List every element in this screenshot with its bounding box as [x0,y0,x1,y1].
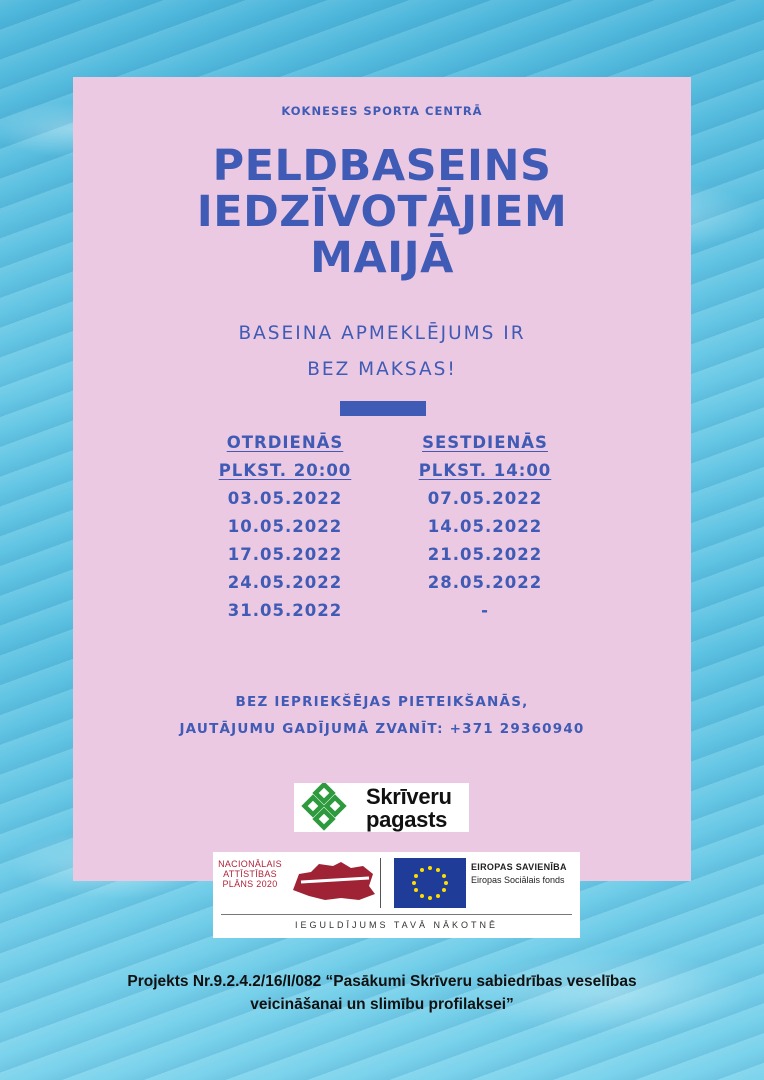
skriveru-logo-line-1: Skrīveru [366,784,452,809]
divider-bar [340,401,426,416]
project-caption-line-1: Projekts Nr.9.2.4.2/16/I/082 “Pasākumi Skrīveru sabiedrības veselības [127,973,637,990]
poster-title-line-2: IEDZĪVOTĀJIEM [196,187,568,237]
schedule-date: 21.05.2022 [427,545,543,564]
nap-line-1: NACIONĀLAIS [218,859,282,869]
schedule-date: 24.05.2022 [227,573,343,592]
latvia-map-icon [289,860,377,902]
schedule-column-saturday [395,429,575,625]
logo-separator [380,858,381,908]
project-caption-line-2: veicināšanai un slimību profilaksei” [250,996,514,1013]
schedule-time: PLKST. 20:00 [218,461,352,480]
schedule-date: 07.05.2022 [427,489,543,508]
schedule-column-tuesday [195,429,375,625]
schedule-date: 14.05.2022 [427,517,543,536]
skriveru-logo-text [366,785,452,831]
poster-title-line-3: MAIJĀ [310,233,454,283]
motto-divider [221,914,572,915]
free-entry-line-2: BEZ MAKSAS! [307,359,457,380]
eu-flag-icon [394,858,466,908]
schedule-date: 10.05.2022 [227,517,343,536]
nap-line-2: ATTĪSTĪBAS [223,869,277,879]
schedule-date: 17.05.2022 [227,545,343,564]
eu-title: EIROPAS SAVIENĪBA [471,862,567,872]
skriveru-logo-line-2: pagasts [366,807,448,832]
free-entry-line-1: BASEINA APMEKLĒJUMS IR [238,323,526,344]
eu-fund-name: Eiropas Sociālais fonds [471,875,565,885]
note-line-1: BEZ IEPRIEKŠĒJAS PIETEIKŠANĀS, [235,694,529,710]
project-caption [60,970,704,1016]
schedule-date: - [481,601,489,620]
note-line-2: JAUTĀJUMU GADĪJUMĀ ZVANĪT: +371 29360940 [179,721,585,737]
schedule-day: OTRDIENĀS [226,433,344,452]
schedule-date: 03.05.2022 [227,489,343,508]
eu-motto: IEGULDĪJUMS TAVĀ NĀKOTNĒ [294,920,499,930]
poster-panel [73,77,691,881]
nap-logo-text [215,859,285,889]
poster-title-line-1: PELDBASEINS [212,141,552,191]
poster-subtitle: KOKNESES SPORTA CENTRĀ [281,104,483,118]
schedule-date: 31.05.2022 [227,601,343,620]
skriveru-pagasts-logo [294,783,469,832]
funding-logos-box [213,852,580,938]
four-leaf-logo-icon [298,783,360,832]
schedule-time: PLKST. 14:00 [418,461,552,480]
schedule-day: SESTDIENĀS [422,433,548,452]
schedule-date: 28.05.2022 [427,573,543,592]
nap-line-3: PLĀNS 2020 [222,879,278,889]
